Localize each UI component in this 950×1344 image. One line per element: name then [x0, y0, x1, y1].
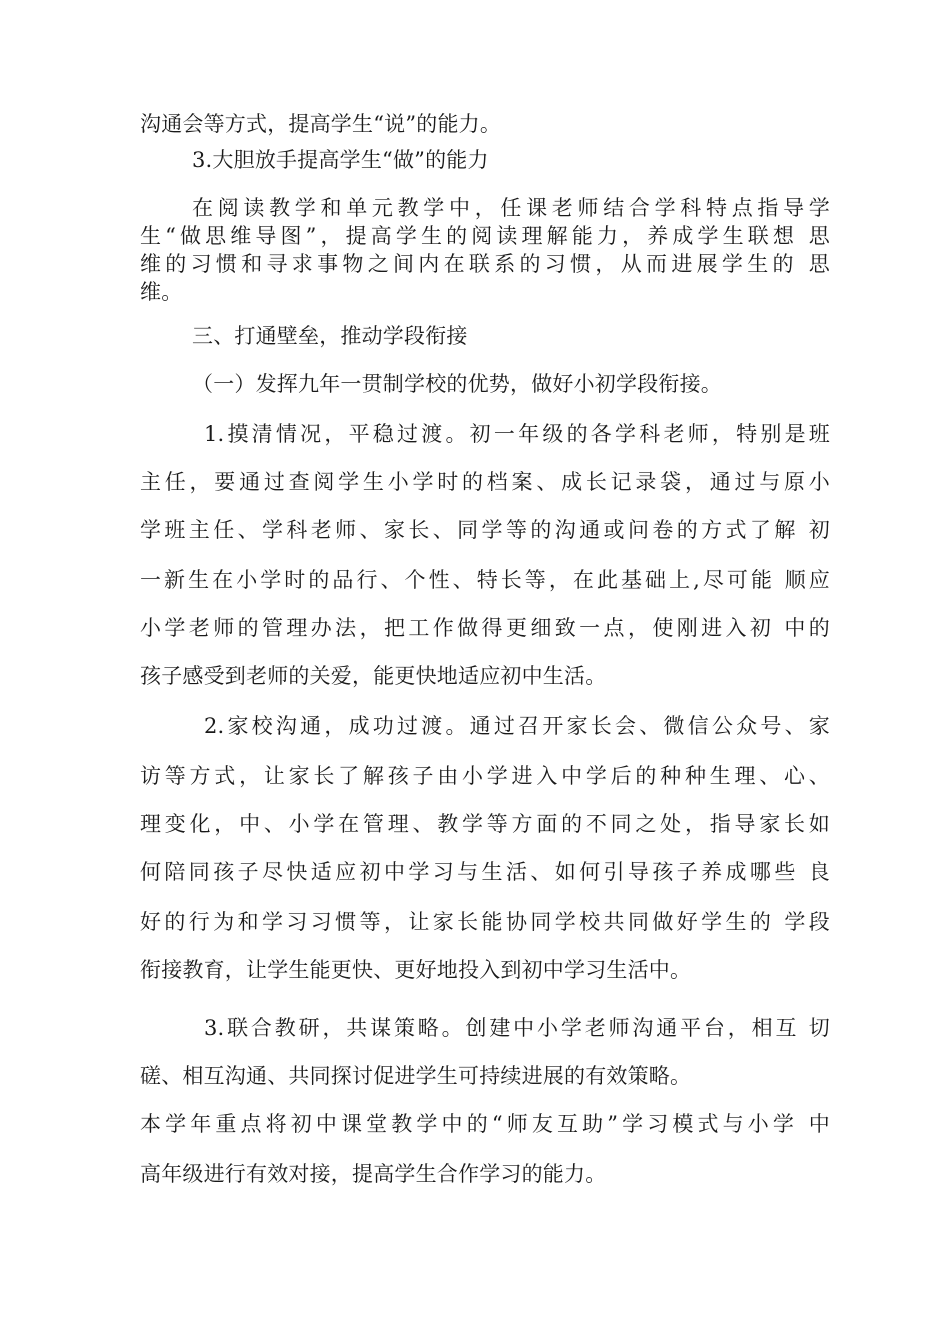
text-line: 磋、相互沟通、共同探讨促进学生可持续进展的有效策略。 [140, 1064, 692, 1088]
subheading: 3.大胆放手提高学生“做”的能力 [192, 148, 489, 172]
text-line: 在阅读教学和单元教学中，任课老师结合学科特点指导学 [192, 196, 830, 220]
text-line: 主任，要通过查阅学生小学时的档案、成长记录袋，通过与原小 [140, 470, 830, 494]
text-line: 本学年重点将初中课堂教学中的“师友互助”学习模式与小学 中 [140, 1112, 830, 1136]
text-line: 小学老师的管理办法，把工作做得更细致一点，使刚进入初 中的 [140, 616, 830, 640]
text-line: 沟通会等方式，提高学生“说”的能力。 [140, 112, 502, 136]
text-line: 好的行为和学习习惯等，让家长能协同学校共同做好学生的 学段 [140, 910, 830, 934]
text-line: 何陪同孩子尽快适应初中学习与生活、如何引导孩子养成哪些 良 [140, 860, 830, 884]
text-line: 高年级进行有效对接，提高学生合作学习的能力。 [140, 1162, 607, 1186]
text-line: 理变化，中、小学在管理、教学等方面的不同之处，指导家长如 [140, 812, 830, 836]
text-line: 3.联合教研，共谋策略。创建中小学老师沟通平台，相互 切 [204, 1016, 830, 1040]
text-line: 学班主任、学科老师、家长、同学等的沟通或问卷的方式了解 初 [140, 518, 830, 542]
text-line: 衔接教育，让学生能更快、更好地投入到初中学习生活中。 [140, 958, 692, 982]
text-line: 2.家校沟通，成功过渡。通过召开家长会、微信公众号、家 [204, 714, 830, 738]
text-line: 维的习惯和寻求事物之间内在联系的习惯，从而进展学生的 思 [140, 252, 830, 276]
section-heading: 三、打通壁垒，推动学段衔接 [192, 324, 468, 348]
text-line: 一新生在小学时的品行、个性、特长等，在此基础上,尽可能 顺应 [140, 568, 830, 592]
text-line: 维。 [140, 280, 183, 304]
text-line: 访等方式，让家长了解孩子由小学进入中学后的种种生理、心、 [140, 764, 830, 788]
text-line: 孩子感受到老师的关爱，能更快地适应初中生活。 [140, 664, 607, 688]
subsection-heading: （一）发挥九年一贯制学校的优势，做好小初学段衔接。 [192, 372, 722, 396]
text-line: 1.摸清情况，平稳过渡。初一年级的各学科老师，特别是班 [204, 422, 830, 446]
text-line: 生“做思维导图”，提高学生的阅读理解能力，养成学生联想 思 [140, 224, 830, 248]
